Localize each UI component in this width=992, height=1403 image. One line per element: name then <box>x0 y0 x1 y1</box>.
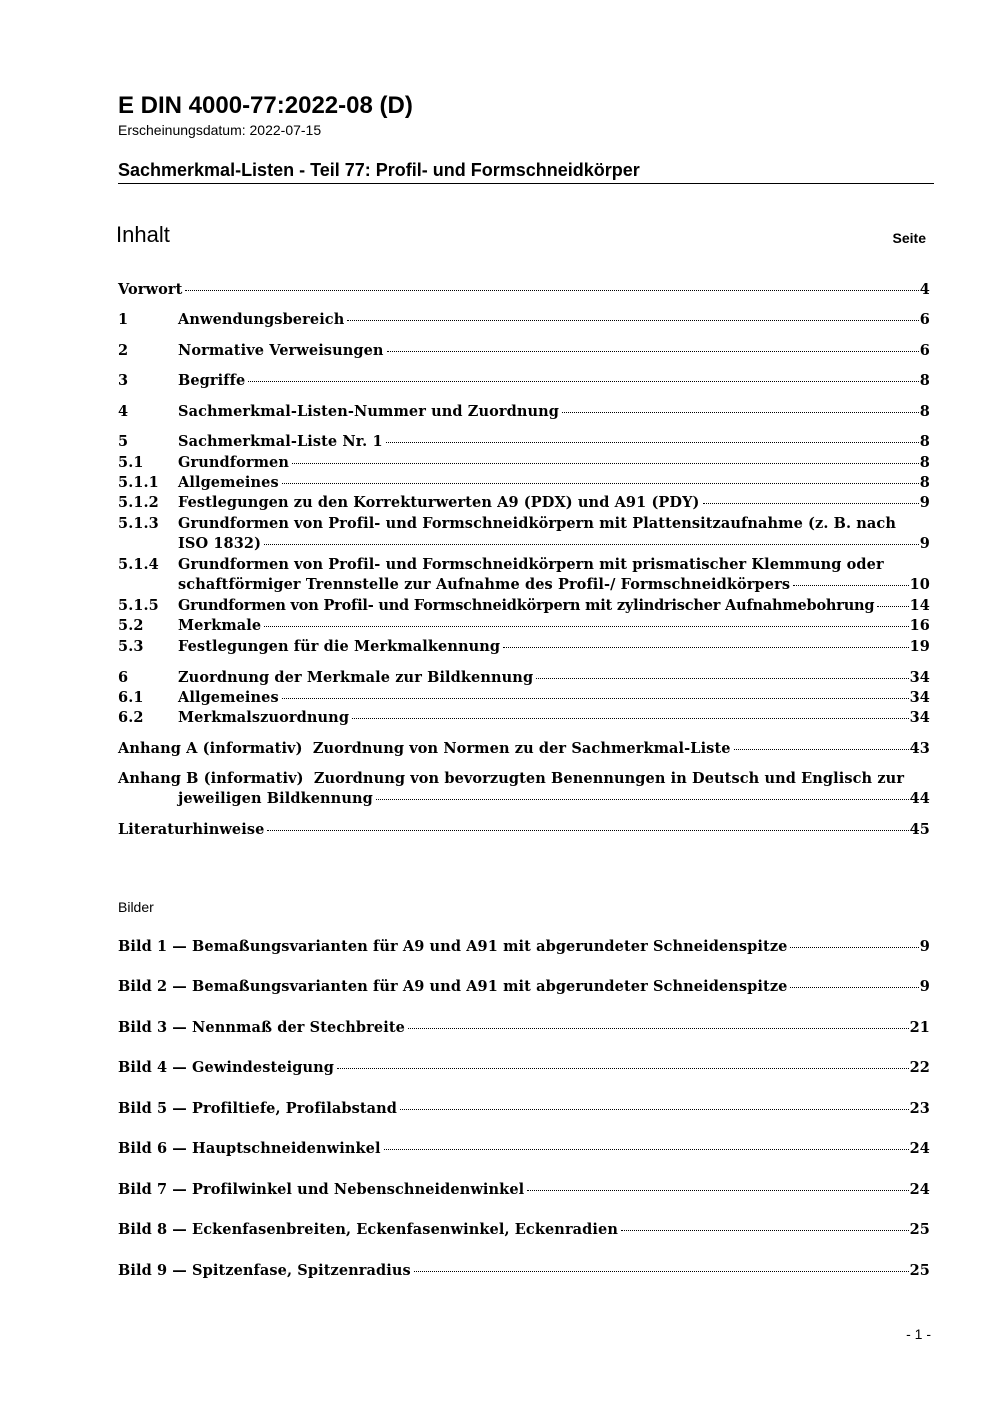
toc-entry-5-3[interactable] <box>118 637 930 657</box>
toc-entry-5-1-5[interactable] <box>118 596 930 616</box>
toc-entry-number: 5.2 <box>118 617 144 634</box>
toc-entry-page: 9 <box>919 535 930 552</box>
toc-entry-number: 5.1.5 <box>118 597 159 614</box>
toc-entry-number: 3 <box>118 372 129 389</box>
toc-entry-number: 4 <box>118 403 129 420</box>
dot-leader <box>790 987 918 988</box>
toc-entry-title-continued: schaftförmiger Trennstelle zur Aufnahme des Profil-/ Formschneidkörpers <box>178 576 791 593</box>
toc-entry-page: 34 <box>909 709 930 726</box>
toc-entry-6-2[interactable] <box>118 708 930 728</box>
toc-heading: Inhalt <box>116 222 170 247</box>
figure-entry-8[interactable] <box>118 1220 930 1240</box>
figure-entry-title: Bild 7 — Profilwinkel und Nebenschneidenwinkel <box>118 1181 525 1198</box>
toc-entry-page: 6 <box>919 311 930 328</box>
page-number: - 1 - <box>906 1326 931 1342</box>
figure-entry-3[interactable] <box>118 1018 930 1038</box>
toc-entry-number: 5.1.1 <box>118 474 159 491</box>
figures-heading: Bilder <box>118 899 154 915</box>
toc-entry-title: Sachmerkmal-Liste Nr. 1 <box>178 433 383 450</box>
toc-entry-number: 5.1 <box>118 454 144 471</box>
toc-entry-title: Merkmalszuordnung <box>178 709 350 726</box>
dot-leader <box>400 1109 909 1110</box>
document-title: Sachmerkmal-Listen - Teil 77: Profil- und Formschneidkörper <box>118 159 934 184</box>
toc-entry-page: 6 <box>919 342 930 359</box>
toc-entry-title: Zuordnung der Merkmale zur Bildkennung <box>178 669 534 686</box>
figure-entry-9[interactable] <box>118 1261 930 1281</box>
figure-entry-page: 23 <box>909 1100 930 1117</box>
figure-entry-page: 25 <box>909 1221 930 1238</box>
dot-leader <box>352 718 909 719</box>
dot-leader <box>703 503 919 504</box>
toc-entry-title: Begriffe <box>178 372 246 389</box>
toc-entry-5-1-4[interactable] <box>118 555 930 595</box>
figure-entry-page: 9 <box>919 978 930 995</box>
toc-entry-title-continued: ISO 1832) <box>178 535 262 552</box>
toc-entry-number: 5.1.4 <box>118 556 159 573</box>
figure-entry-page: 22 <box>909 1059 930 1076</box>
toc-entry-title: Grundformen von Profil- und Formschneidkörpern mit Plattensitzaufnahme (z. B. nach <box>178 515 896 532</box>
toc-entry-title-continued: jeweiligen Bildkennung <box>178 790 373 807</box>
toc-entry-title: Anhang A (informativ) Zuordnung von Normen zu der Sachmerkmal-Liste <box>118 740 731 757</box>
toc-entry-number: 5.3 <box>118 638 144 655</box>
toc-entry-2[interactable] <box>118 341 930 361</box>
dot-leader <box>877 606 908 607</box>
toc-entry-page: 4 <box>919 281 930 298</box>
toc-entry-title: Grundformen von Profil- und Formschneidkörpern mit prismatischer Klemmung oder <box>178 556 884 573</box>
toc-entry-page: 9 <box>919 494 930 511</box>
toc-entry-title: Allgemeines <box>178 474 279 491</box>
toc-entry-number: 2 <box>118 342 129 359</box>
toc-entry-title: Sachmerkmal-Listen-Nummer und Zuordnung <box>178 403 560 420</box>
toc-entry-number: 6.2 <box>118 709 144 726</box>
figure-entry-title: Bild 8 — Eckenfasenbreiten, Eckenfasenwinkel, Eckenradien <box>118 1221 618 1238</box>
toc-entry-5-1-3[interactable] <box>118 514 930 554</box>
toc-entry-page: 8 <box>919 474 930 491</box>
toc-entry-page: 43 <box>909 740 930 757</box>
figure-entry-title: Bild 1 — Bemaßungsvarianten für A9 und A91 mit abgerundeter Schneidenspitze <box>118 938 788 955</box>
toc-entry-number: 5 <box>118 433 129 450</box>
dot-leader <box>248 381 919 382</box>
toc-entry-page: 34 <box>909 669 930 686</box>
dot-leader <box>790 947 918 948</box>
dot-leader <box>376 799 909 800</box>
toc-entry-title: Anhang B (informativ) Zuordnung von bevorzugten Benennungen in Deutsch und Englisch zur <box>118 770 905 787</box>
figure-entry-title: Bild 5 — Profiltiefe, Profilabstand <box>118 1100 398 1117</box>
dot-leader <box>621 1230 909 1231</box>
dot-leader <box>282 698 909 699</box>
dot-leader <box>292 463 919 464</box>
dot-leader <box>264 544 919 545</box>
dot-leader <box>337 1068 909 1069</box>
figure-entry-title: Bild 9 — Spitzenfase, Spitzenradius <box>118 1262 411 1279</box>
dot-leader <box>414 1271 909 1272</box>
figure-entry-title: Bild 3 — Nennmaß der Stechbreite <box>118 1019 405 1036</box>
toc-entry-page: 16 <box>909 617 930 634</box>
toc-entry-page: 8 <box>919 403 930 420</box>
dot-leader <box>408 1028 909 1029</box>
figure-entry-page: 24 <box>909 1140 930 1157</box>
dot-leader <box>185 290 918 291</box>
dot-leader <box>387 351 919 352</box>
toc-entry-6-1[interactable] <box>118 688 930 708</box>
toc-entry-1[interactable] <box>118 310 930 330</box>
figure-entry-1[interactable] <box>118 937 930 957</box>
toc-entry-vorwort[interactable] <box>118 280 930 300</box>
toc-entry-title: Vorwort <box>118 281 183 298</box>
toc-entry-5-1[interactable] <box>118 453 930 473</box>
figure-entry-page: 25 <box>909 1262 930 1279</box>
toc-entry-title: Grundformen von Profil- und Formschneidkörpern mit zylindrischer Aufnahmebohrung <box>178 597 875 614</box>
toc-entry-page: 19 <box>909 638 930 655</box>
toc-entry-title: Merkmale <box>178 617 262 634</box>
document-id: E DIN 4000-77:2022-08 (D) <box>118 92 413 119</box>
toc-entry-page: 44 <box>909 790 930 807</box>
toc-entry-annex-a[interactable] <box>118 739 930 759</box>
dot-leader <box>562 412 919 413</box>
toc-entry-page: 14 <box>909 597 930 614</box>
dot-leader <box>734 749 909 750</box>
figure-entry-2[interactable] <box>118 977 930 997</box>
toc-entry-title: Allgemeines <box>178 689 279 706</box>
dot-leader <box>536 678 908 679</box>
figure-entry-5[interactable] <box>118 1099 930 1119</box>
figure-entry-title: Bild 6 — Hauptschneidenwinkel <box>118 1140 381 1157</box>
figure-entry-page: 9 <box>919 938 930 955</box>
toc-entry-title: Anwendungsbereich <box>178 311 345 328</box>
toc-entry-number: 5.1.2 <box>118 494 159 511</box>
toc-entry-annex-b[interactable] <box>118 769 930 809</box>
publication-date: Erscheinungsdatum: 2022-07-15 <box>118 122 322 138</box>
toc-entry-5-2[interactable] <box>118 616 930 636</box>
toc-entry-title: Normative Verweisungen <box>178 342 384 359</box>
toc-entry-number: 5.1.3 <box>118 515 159 532</box>
figure-entry-page: 21 <box>909 1019 930 1036</box>
dot-leader <box>793 585 909 586</box>
figure-entry-title: Bild 2 — Bemaßungsvarianten für A9 und A91 mit abgerundeter Schneidenspitze <box>118 978 788 995</box>
figure-entry-4[interactable] <box>118 1058 930 1078</box>
toc-entry-page: 10 <box>909 576 930 593</box>
toc-entry-3[interactable] <box>118 371 930 391</box>
toc-entry-number: 6 <box>118 669 129 686</box>
dot-leader <box>386 442 919 443</box>
dot-leader <box>282 483 919 484</box>
toc-entry-5[interactable] <box>118 432 930 452</box>
figure-entry-7[interactable] <box>118 1180 930 1200</box>
toc-entry-number: 6.1 <box>118 689 144 706</box>
toc-entry-title: Grundformen <box>178 454 290 471</box>
toc-entry-6[interactable] <box>118 668 930 688</box>
toc-entry-4[interactable] <box>118 402 930 422</box>
toc-entry-title: Festlegungen zu den Korrekturwerten A9 (PDX) und A91 (PDY) <box>178 494 700 511</box>
toc-entry-5-1-1[interactable] <box>118 473 930 493</box>
dot-leader <box>384 1149 909 1150</box>
figure-entry-title: Bild 4 — Gewindesteigung <box>118 1059 335 1076</box>
dot-leader <box>527 1190 908 1191</box>
figure-entry-page: 24 <box>909 1181 930 1198</box>
dot-leader <box>267 830 908 831</box>
toc-entry-page: 8 <box>919 372 930 389</box>
toc-entry-5-1-2[interactable] <box>118 493 930 513</box>
dot-leader <box>264 626 908 627</box>
toc-entry-page: 8 <box>919 454 930 471</box>
toc-entry-page: 45 <box>909 821 930 838</box>
dot-leader <box>347 320 918 321</box>
figure-entry-6[interactable] <box>118 1139 930 1159</box>
toc-entry-page: 8 <box>919 433 930 450</box>
toc-entry-title: Festlegungen für die Merkmalkennung <box>178 638 501 655</box>
dot-leader <box>503 647 908 648</box>
page-column-label: Seite <box>892 230 926 246</box>
toc-entry-number: 1 <box>118 311 129 328</box>
toc-entry-title: Literaturhinweise <box>118 821 265 838</box>
toc-entry-page: 34 <box>909 689 930 706</box>
toc-entry-bibliography[interactable] <box>118 820 930 840</box>
